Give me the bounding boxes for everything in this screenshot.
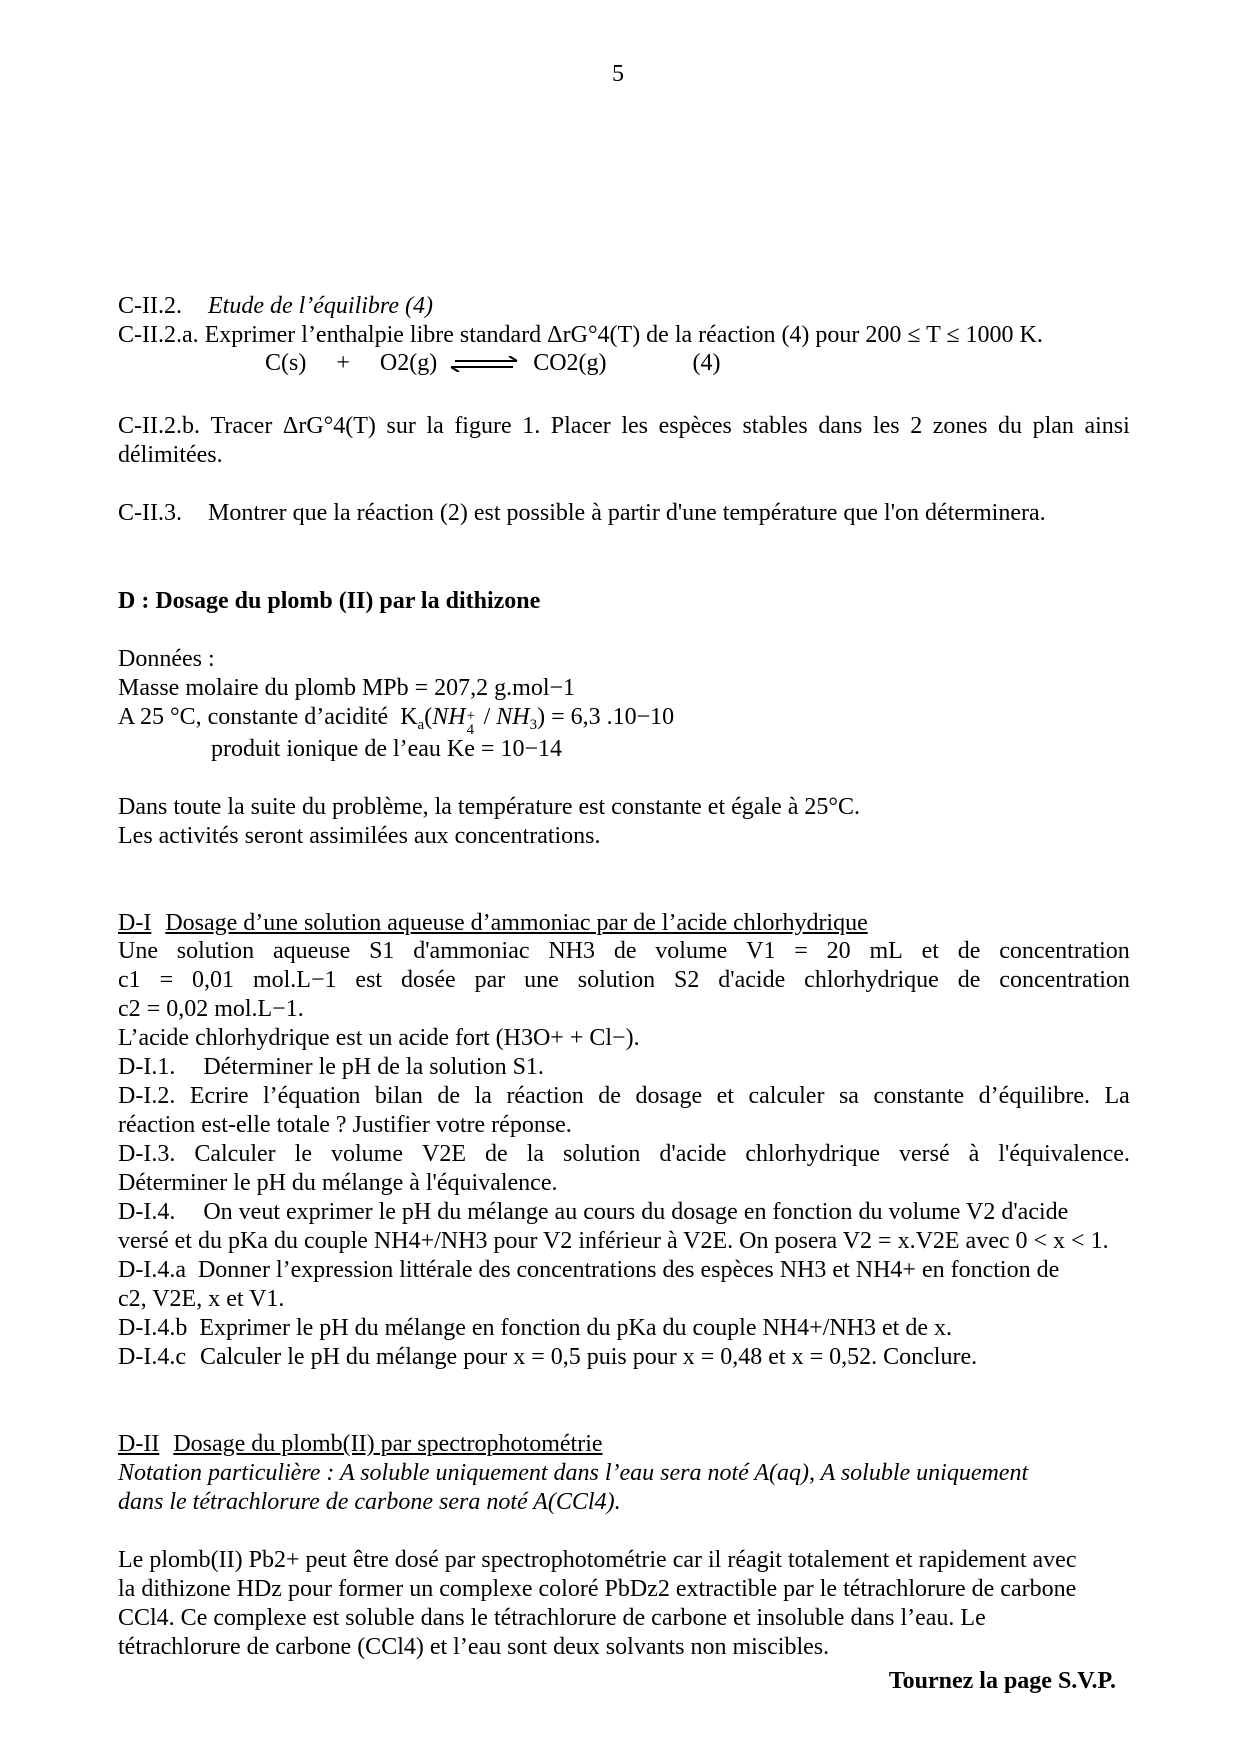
di-line1: Une solution aqueuse S1 d'ammoniac NH3 de volume V1 = 20 mL et de concentration xyxy=(118,938,1130,964)
c3-question: C-II.3. Montrer que la réaction (2) est possible à partir d'une température que l'on déterminera. xyxy=(118,500,1046,526)
equation-4: C(s) + O2(g) CO2(g) (4) xyxy=(265,350,721,376)
di-q4-line1: D-I.4. On veut exprimer le pH du mélange au cours du dosage en fonction du volume V2 d'acide xyxy=(118,1199,1069,1225)
suite-line2: Les activités seront assimilées aux concentrations. xyxy=(118,823,601,849)
dii-notation-line2: dans le tétrachlorure de carbone sera noté A(CCl4). xyxy=(118,1489,621,1515)
di-q1: D-I.1. Déterminer le pH de la solution S1. xyxy=(118,1054,544,1080)
di-q2-line2: réaction est-elle totale ? Justifier votre réponse. xyxy=(118,1112,572,1138)
equilibrium-arrow-icon xyxy=(449,356,519,372)
dii-paragraph-line2: la dithizone HDz pour former un complexe coloré PbDz2 extractible par le tétrachlorure de carbone xyxy=(118,1576,1077,1602)
di-q4a-line2: c2, V2E, x et V1. xyxy=(118,1286,285,1312)
c2-heading: C-II.2. Etude de l’équilibre (4) xyxy=(118,293,434,319)
ke-constant: produit ionique de l’eau Ke = 10−14 xyxy=(211,736,562,762)
di-heading: D-I Dosage d’une solution aqueuse d’ammoniac par de l’acide chlorhydrique xyxy=(118,910,868,936)
c2a-question: C-II.2.a. Exprimer l’enthalpie libre standard ΔrG°4(T) de la réaction (4) pour 200 ≤ T ≤ 1000 K. xyxy=(118,322,1043,348)
di-q3-line1: D-I.3. Calculer le volume V2E de la solution d'acide chlorhydrique versé à l'équivalence. xyxy=(118,1141,1130,1167)
di-q4b: D-I.4.b Exprimer le pH du mélange en fonction du pKa du couple NH4+/NH3 et de x. xyxy=(118,1315,952,1341)
dii-paragraph-line3: CCl4. Ce complexe est soluble dans le tétrachlorure de carbone et insoluble dans l’eau. Le xyxy=(118,1605,986,1631)
dii-heading: D-II Dosage du plomb(II) par spectrophotométrie xyxy=(118,1431,603,1457)
di-q4c: D-I.4.c Calculer le pH du mélange pour x = 0,5 puis pour x = 0,48 et x = 0,52. Conclure. xyxy=(118,1344,978,1370)
c2b-question-line2: délimitées. xyxy=(118,442,223,468)
dii-notation-line1: Notation particulière : A soluble uniquement dans l’eau sera noté A(aq), A soluble uniquement xyxy=(118,1460,1029,1486)
di-q4a-line1: D-I.4.a Donner l’expression littérale des concentrations des espèces NH3 et NH4+ en fonction de xyxy=(118,1257,1060,1283)
ka-constant: A 25 °C, constante d’acidité $K_a(NH$ + 4 / $NH_3) = 6,3$ .10−10 xyxy=(118,704,675,738)
di-line4: L’acide chlorhydrique est un acide fort (H3O+ + Cl−). xyxy=(118,1025,640,1051)
di-q3-line2: Déterminer le pH du mélange à l'équivalence. xyxy=(118,1170,558,1196)
donnees-label: Données : xyxy=(118,646,215,672)
c2b-question-line1: C-II.2.b. Tracer ΔrG°4(T) sur la figure 1. Placer les espèces stables dans les 2 zones du plan ainsi xyxy=(118,413,1130,439)
masse-molaire: Masse molaire du plomb MPb = 207,2 g.mol−1 xyxy=(118,675,576,701)
dii-paragraph-line4: tétrachlorure de carbone (CCl4) et l’eau sont deux solvants non miscibles. xyxy=(118,1634,830,1660)
di-line2: c1 = 0,01 mol.L−1 est dosée par une solution S2 d'acide chlorhydrique de concentration xyxy=(118,967,1130,993)
di-q4-line2: versé et du pKa du couple NH4+/NH3 pour V2 inférieur à V2E. On posera V2 = x.V2E avec 0 < x < 1. xyxy=(118,1228,1109,1254)
di-q2-line1: D-I.2. Ecrire l’équation bilan de la réaction de dosage et calculer sa constante d’équilibre. La xyxy=(118,1083,1130,1109)
di-line3: c2 = 0,02 mol.L−1. xyxy=(118,996,304,1022)
section-d-title: D : Dosage du plomb (II) par la dithizone xyxy=(118,588,541,614)
dii-paragraph-line1: Le plomb(II) Pb2+ peut être dosé par spectrophotométrie car il réagit totalement et rapidement avec xyxy=(118,1547,1077,1573)
page-number: 5 xyxy=(612,61,624,87)
footer-turn-page: Tournez la page S.V.P. xyxy=(888,1668,1116,1694)
suite-line1: Dans toute la suite du problème, la température est constante et égale à 25°C. xyxy=(118,794,861,820)
